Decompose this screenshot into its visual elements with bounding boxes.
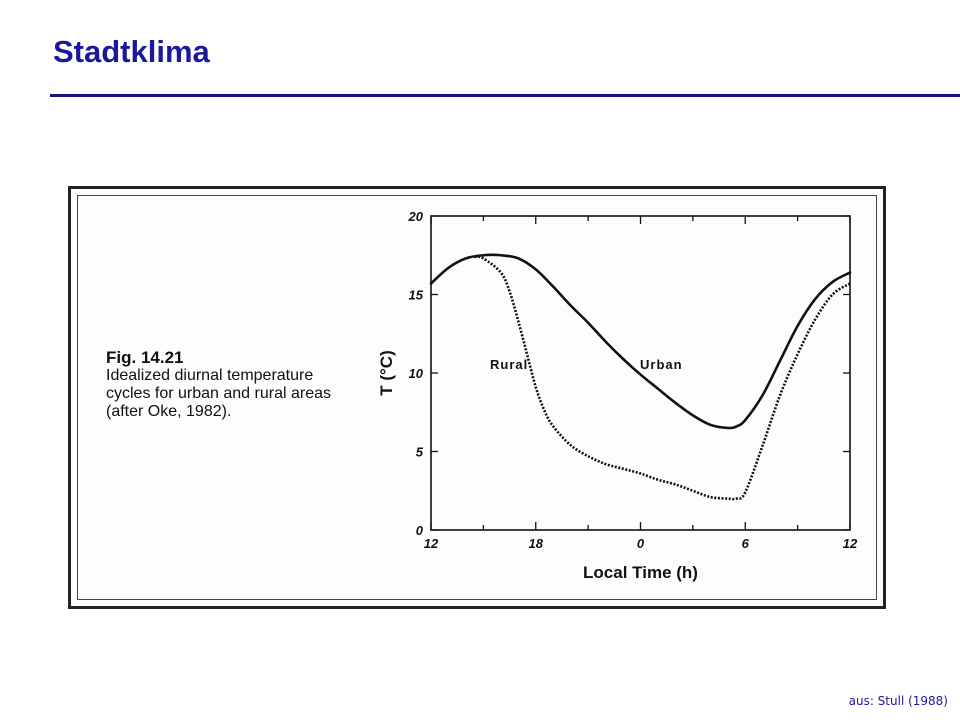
chart-ticks [408, 209, 858, 551]
y-axis-title: T (°C) [377, 350, 396, 396]
y-tick-label: 5 [415, 444, 423, 460]
chart-series [431, 255, 850, 499]
x-axis-title: Local Time (h) [583, 563, 698, 582]
slide-title: Stadtklima [53, 34, 210, 69]
series-line-urban [431, 255, 850, 428]
series-label-rural: Rural [490, 357, 529, 372]
caption-figure-number: Fig. 14.21 [106, 348, 184, 367]
y-tick-label: 15 [408, 287, 423, 303]
y-tick-label: 20 [408, 209, 423, 224]
caption-description: Idealized diurnal temperature cycles for urban and rural areas (after Oke, 1982). [106, 367, 331, 420]
series-line-rural [475, 257, 850, 499]
series-label-urban: Urban [640, 357, 683, 372]
x-tick-label: 18 [528, 536, 543, 551]
y-tick-label: 0 [415, 523, 423, 538]
x-tick-label: 0 [636, 536, 645, 551]
x-tick-label: 6 [741, 536, 749, 551]
y-tick-label: 10 [408, 366, 423, 381]
x-tick-label: 12 [842, 536, 858, 551]
source-citation: aus: Stull (1988) [848, 694, 948, 708]
x-tick-label: 12 [423, 536, 439, 551]
